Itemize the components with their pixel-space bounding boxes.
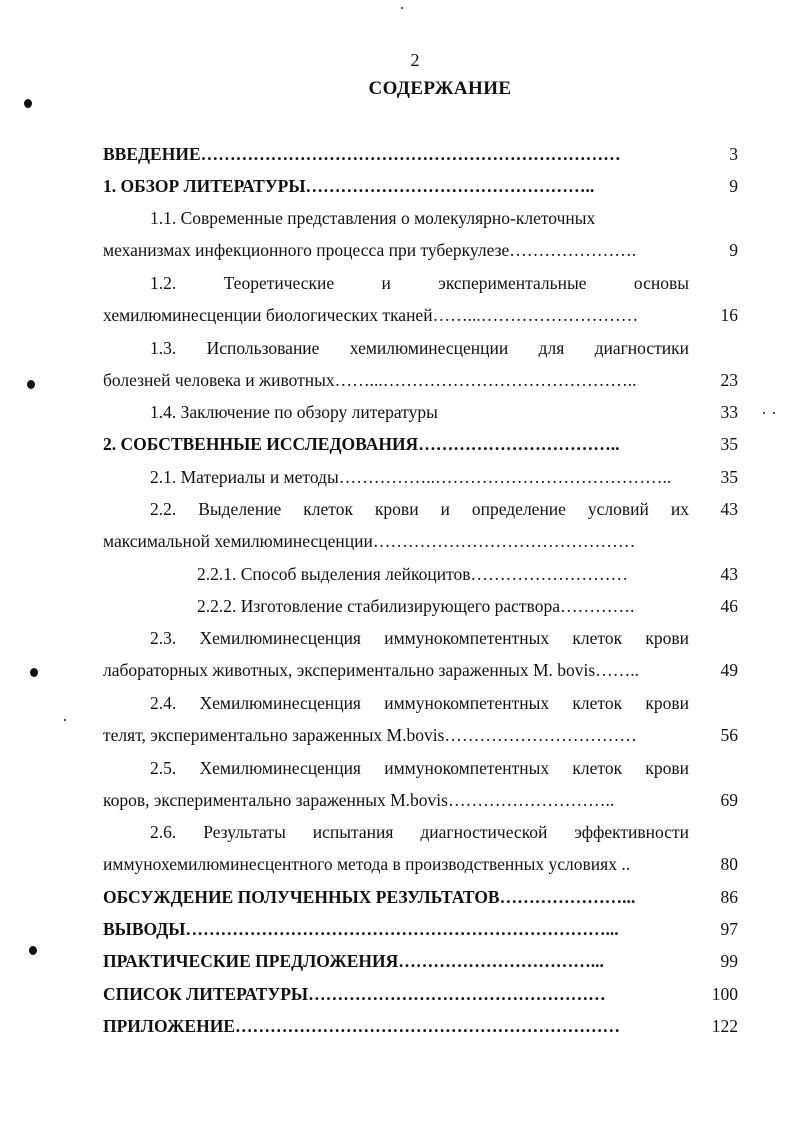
toc-entry-text: механизмах инфекционного процесса при туберкулезе…………………. [103,240,637,260]
toc-entry-text: 2.6. Результаты испытания диагностической эффективности [150,822,689,842]
toc-entry-page: 80 [720,854,738,874]
toc-entry-page: 46 [720,596,738,616]
toc-entry-text: 2.2. Выделение клеток крови и определение условий их [150,499,689,519]
toc-entry-text: 1.2. Теоретические и экспериментальные основы [150,273,689,293]
scan-mark [30,668,38,677]
toc-entry-text: 1.1. Современные представления о молекулярно-клеточных [150,208,596,228]
toc-entry-text: иммунохемилюминесцентного метода в производственных условиях .. [103,854,631,874]
toc-entry-text: ВВЕДЕНИЕ……………………………………………………………… [103,144,621,164]
toc-entry-text: СПИСОК ЛИТЕРАТУРЫ…………………………………………… [103,984,606,1004]
toc-entry-text: коров, экспериментально зараженных M.bovis……………………….. [103,790,615,810]
toc-entry-page: 97 [720,919,738,939]
toc-entry-text: лабораторных животных, экспериментально зараженных M. bovis…….. [103,660,639,680]
toc-entry-text: ПРАКТИЧЕСКИЕ ПРЕДЛОЖЕНИЯ……………………………... [103,951,604,971]
toc-entry-page: 100 [711,984,738,1004]
toc-entry-page: 56 [720,725,738,745]
toc-entry-text: 2.1. Материалы и методы……………..………………………………….. [150,467,672,487]
toc-entry-text: 1. ОБЗОР ЛИТЕРАТУРЫ………………………………………….. [103,176,595,196]
toc-entry-page: 3 [729,144,738,164]
toc-entry-page: 9 [729,240,738,260]
toc-entry-text: телят, экспериментально зараженных M.bovis…………………………… [103,725,637,745]
scan-speck [64,719,66,721]
toc-entry-text: 2.2.2. Изготовление стабилизирующего раствора…………. [197,596,635,616]
toc-entry-page: 33 [720,402,738,422]
toc-entry-text: ВЫВОДЫ………………………………………………………………... [103,919,619,939]
toc-entry-page: 43 [720,564,738,584]
toc-entry-page: 122 [711,1016,738,1036]
toc-entry-page: 86 [720,887,738,907]
toc-entry-page: 49 [720,660,738,680]
toc-entry-page: 35 [720,434,738,454]
toc-entry-text: болезней человека и животных……...…………………………………….. [103,370,637,390]
toc-entry-text: максимальной хемилюминесценции……………………………………… [103,531,636,551]
toc-entry-text: 2.3. Хемилюминесценция иммунокомпетентных клеток крови [150,628,689,648]
toc-entry-page: 35 [720,467,738,487]
scan-mark [24,99,32,108]
toc-entry-text: 2.5. Хемилюминесценция иммунокомпетентных клеток крови [150,758,689,778]
scan-mark [29,946,37,955]
toc-entry-page: 9 [729,176,738,196]
toc-entry-page: 99 [720,951,738,971]
toc-entry-page: 69 [720,790,738,810]
page-number: 2 [410,50,420,70]
toc-entry-text: 1.4. Заключение по обзору литературы [150,402,438,422]
scan-speck [773,412,775,414]
scan-speck [401,7,403,9]
toc-entry-text: ПРИЛОЖЕНИЕ………………………………………………………… [103,1016,621,1036]
toc-entry-page: 43 [720,499,738,519]
toc-entry-text: 1.3. Использование хемилюминесценции для диагностики [150,338,689,358]
scan-mark [27,380,35,389]
toc-entry-text: 2. СОБСТВЕННЫЕ ИССЛЕДОВАНИЯ…………………………….. [103,434,620,454]
toc-entry-text: хемилюминесценции биологических тканей……...……………………… [103,305,639,325]
toc-entry-text: 2.4. Хемилюминесценция иммунокомпетентных клеток крови [150,693,689,713]
toc-entry-text: ОБСУЖДЕНИЕ ПОЛУЧЕННЫХ РЕЗУЛЬТАТОВ…………………... [103,887,636,907]
toc-entry-page: 23 [720,370,738,390]
toc-entry-text: 2.2.1. Способ выделения лейкоцитов……………………… [197,564,629,584]
toc-entry-page: 16 [720,305,738,325]
toc-title: СОДЕРЖАНИЕ [368,78,512,99]
scan-speck [763,412,765,414]
